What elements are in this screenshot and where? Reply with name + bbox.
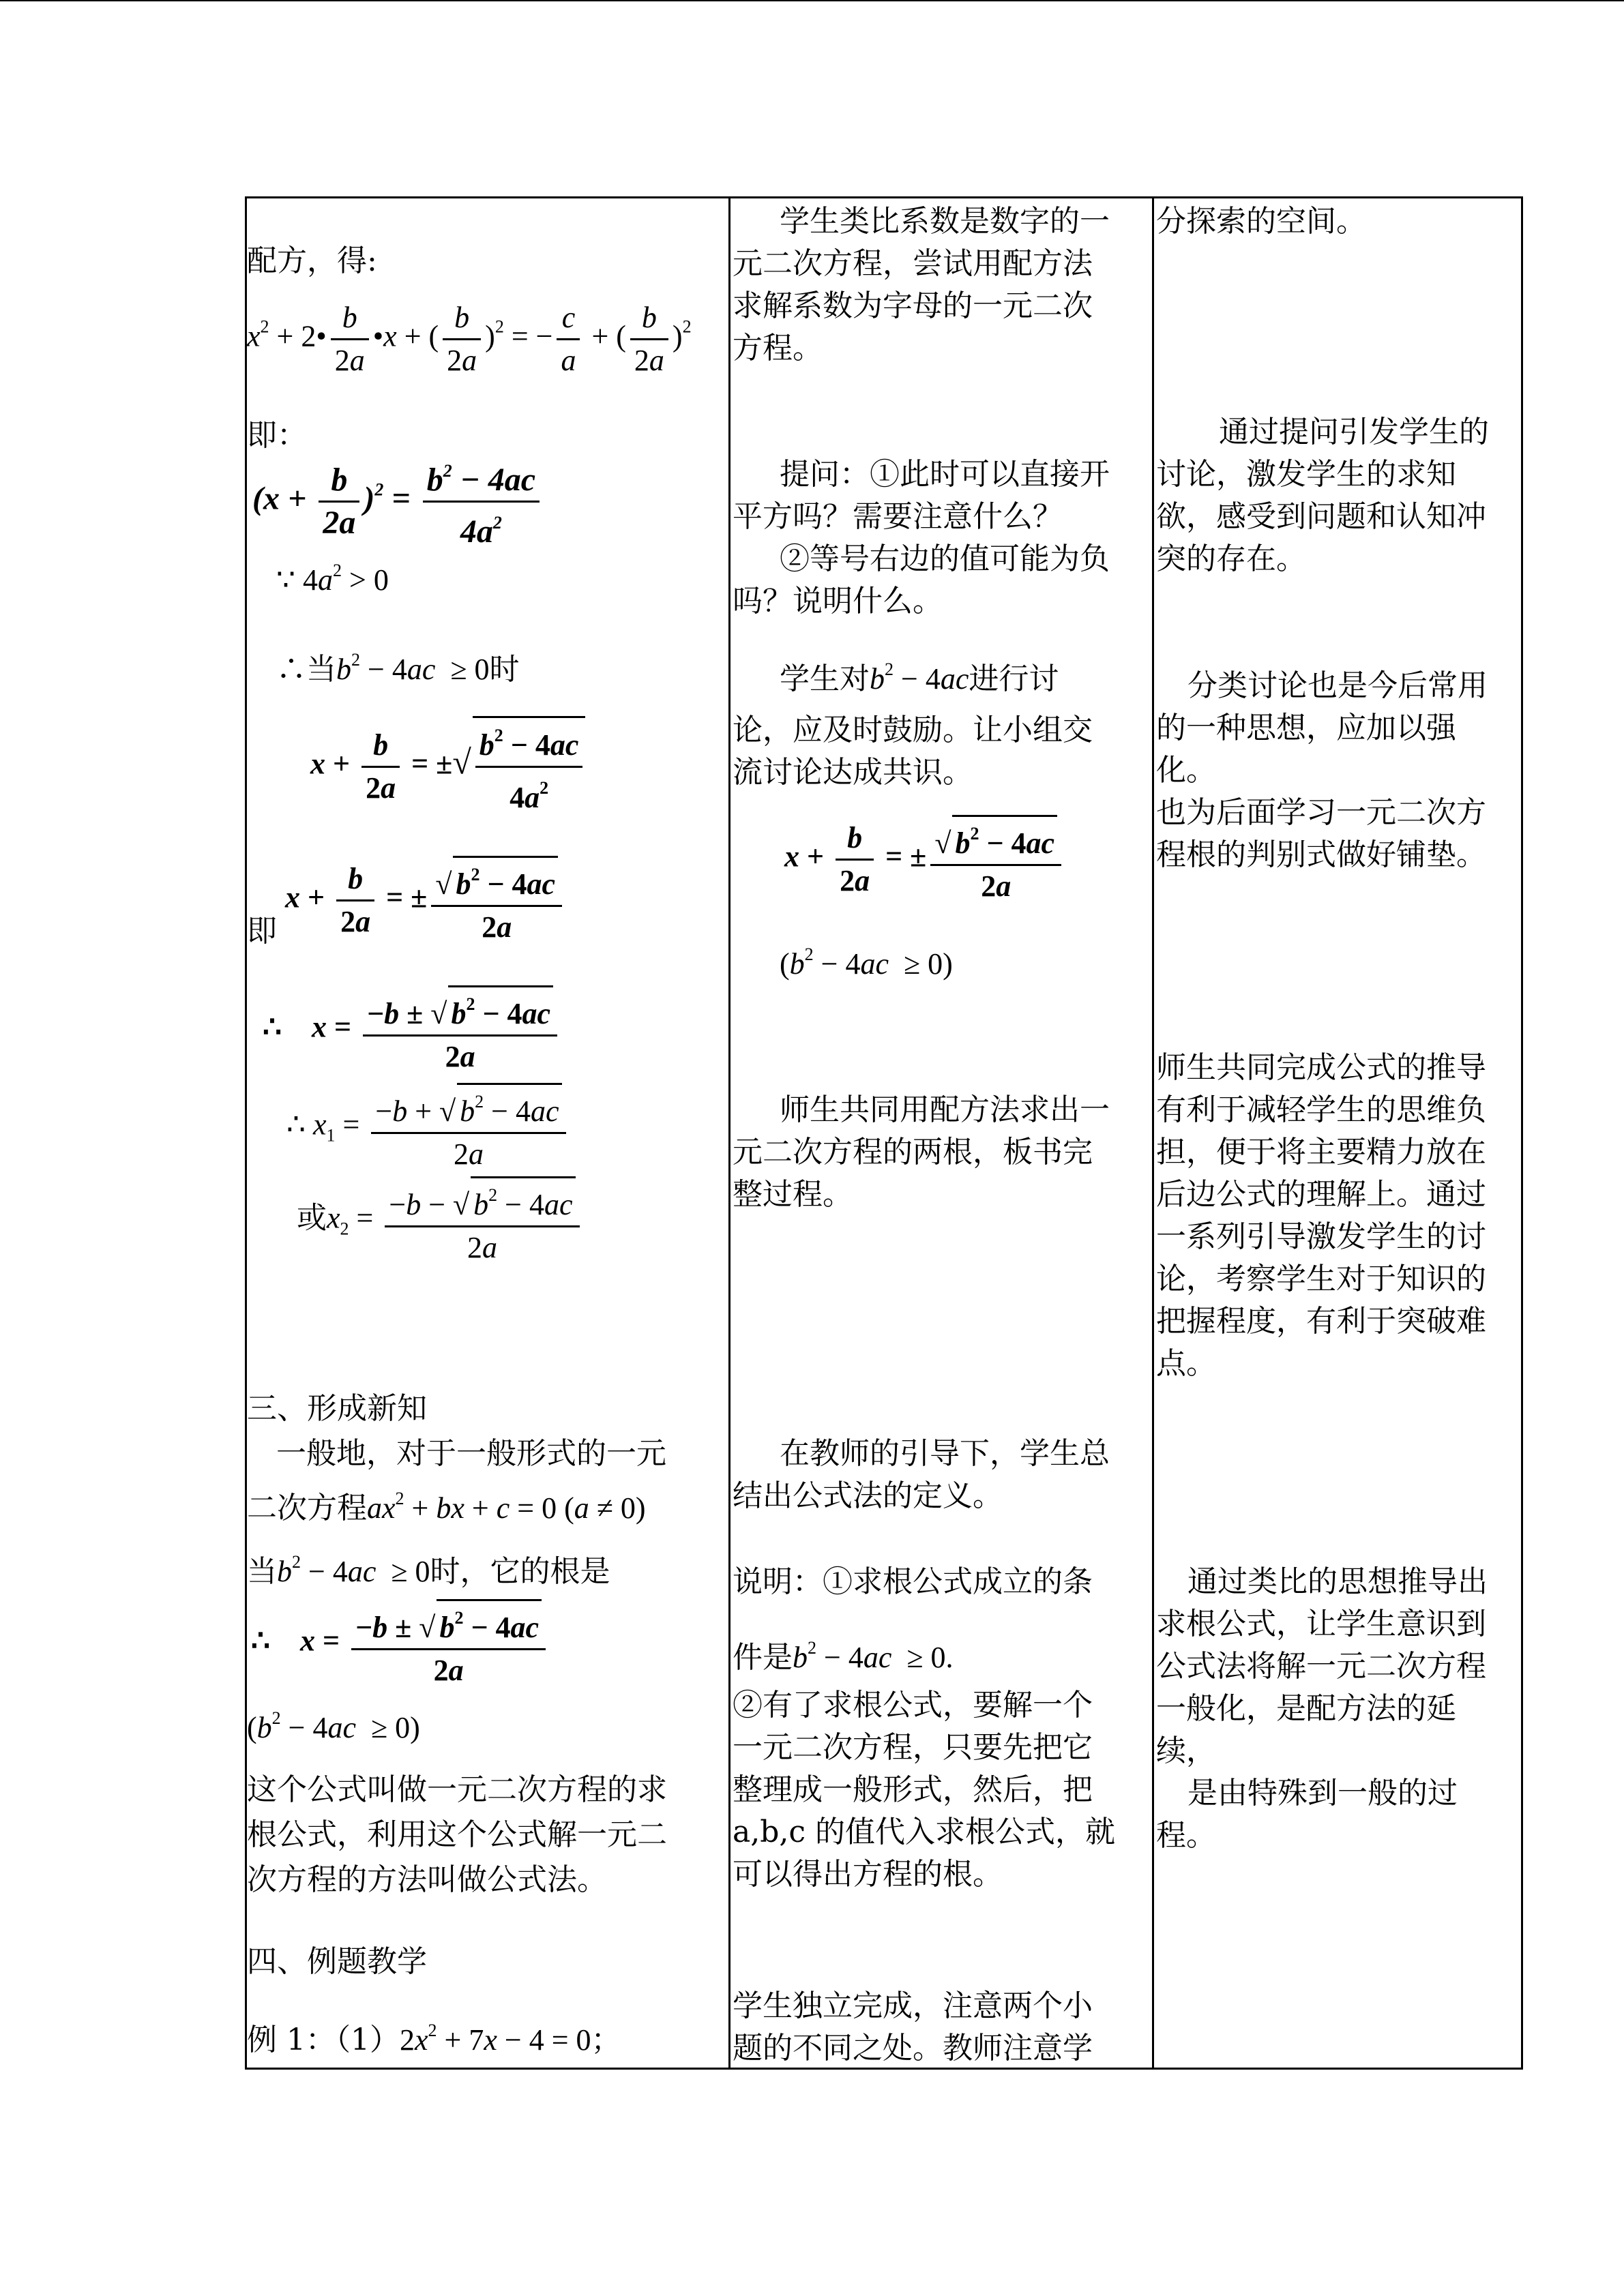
- formula-description-3: 次方程的方法叫做公式法。: [247, 1862, 607, 1897]
- activity-p7-line-2: 题的不同之处。教师注意学: [733, 2031, 1093, 2066]
- activity-p3-line-1: 学生对$b^2 - 4ac$进行讨: [780, 659, 1059, 696]
- intent-p1: 分探索的空间。: [1156, 204, 1366, 239]
- intent-p5-line-7: 程。: [1156, 1818, 1216, 1853]
- equation-quadratic-formula-1: ∴ x = $\frac{-b \pm √ b^2 - 4ac}{2a}$: [263, 985, 561, 1075]
- intent-p3-line-1: 分类讨论也是今后常用: [1187, 668, 1488, 703]
- when-tail-label: 时，它的根是: [430, 1554, 610, 1589]
- activity-p2-line-4: 吗？说明什么。: [733, 584, 943, 618]
- activity-equation-root: x + $\frac{b}{2a}$ = ± $\frac{√ b^2 - 4ac}{2a}$: [784, 815, 1065, 904]
- intent-p5-line-4: 一般化，是配方法的延: [1156, 1691, 1456, 1726]
- activity-p7-line-1: 学生独立完成，注意两个小: [733, 1988, 1093, 2023]
- intent-p4-line-1: 师生共同完成公式的推导: [1156, 1050, 1486, 1085]
- intent-p5-line-3: 公式法将解一元二次方程: [1156, 1649, 1486, 1684]
- intent-p3-line-4: 也为后面学习一元二次方: [1156, 795, 1486, 830]
- general-form-prefix: 二次方程: [247, 1491, 367, 1525]
- shi-label: 时: [489, 653, 520, 686]
- intent-p5-line-6: 是由特殊到一般的过: [1187, 1776, 1458, 1810]
- activity-p6-prefix: 件是: [733, 1640, 793, 1675]
- equation-quadratic-formula-2: ∴ x = $\frac{-b \pm √ b^2 - 4ac}{2a}$: [251, 1599, 550, 1688]
- section-3-heading: 三、形成新知: [247, 1391, 427, 1426]
- activity-p6-line-4: 一元二次方程，只要先把它: [733, 1730, 1093, 1765]
- activity-p4-line-1: 师生共同用配方法求出一: [780, 1092, 1110, 1127]
- when-label: 当: [247, 1554, 277, 1589]
- activity-p4-line-3: 整过程。: [733, 1177, 853, 1212]
- activity-p1-line-3: 求解系数为字母的一元二次: [733, 288, 1093, 323]
- complete-square-label: 配方，得:: [247, 243, 377, 278]
- ji-label-1: 即：: [247, 418, 307, 453]
- intent-p3-line-5: 程根的判别式做好铺垫。: [1156, 837, 1486, 872]
- intent-p4-line-7: 把握程度，有利于突破难: [1156, 1304, 1486, 1339]
- activity-p3-prefix: 学生对: [780, 661, 870, 696]
- intent-p4-line-6: 论，考察学生对于知识的: [1156, 1262, 1486, 1296]
- activity-p4-line-2: 元二次方程的两根，板书完: [733, 1135, 1093, 1169]
- column-divider-2: [1152, 198, 1154, 2068]
- equation-root-x2: 或$x_2$ = $\frac{-b - √ b^2 - 4ac}{2a}$: [297, 1176, 584, 1266]
- intent-p4-line-3: 担，便于将主要精力放在: [1156, 1135, 1486, 1169]
- activity-p3-line-2: 论，应及时鼓励。让小组交: [733, 713, 1093, 747]
- example-tail: ；: [591, 2023, 621, 2057]
- activity-p6-line-1: 说明：①求根公式成立的条: [733, 1564, 1093, 1599]
- activity-p1-line-4: 方程。: [733, 331, 823, 366]
- activity-p2-line-1: 提问：①此时可以直接开: [780, 457, 1110, 492]
- intent-p4-line-2: 有利于减轻学生的思维负: [1156, 1092, 1486, 1127]
- therefore-symbol-2: ∴: [286, 1107, 306, 1142]
- example-1: 例 1：$(1)2x^2 + 7x - 4 = 0$；: [247, 2021, 621, 2057]
- roots-condition-line: 当$b^2 - 4ac \ge 0$时，它的根是: [247, 1552, 610, 1589]
- therefore-when-label: ∴当: [276, 653, 336, 686]
- activity-p6-line-3: ②有了求根公式，要解一个: [733, 1688, 1093, 1723]
- section-4-heading: 四、例题教学: [247, 1944, 427, 1979]
- page-top-border: [0, 0, 1624, 1]
- column-divider-1: [728, 198, 730, 2068]
- activity-p5-line-2: 结出公式法的定义。: [733, 1478, 1003, 1513]
- intent-p3-line-3: 化。: [1156, 753, 1216, 788]
- ji-label-2: 即: [247, 914, 277, 949]
- discriminant-condition-1: $(b^2 - 4ac \ge 0)$: [247, 1708, 420, 1744]
- intent-p4-line-4: 后边公式的理解上。通过: [1156, 1177, 1486, 1212]
- activity-p1-line-2: 元二次方程，尝试用配方法: [733, 246, 1093, 281]
- equation-simplified-root: x + $\frac{b}{2a}$ = ± $\frac{√ b^2 - 4ac}{2a}$: [285, 856, 566, 945]
- activity-p6-line-6: a,b,c 的值代入求根公式，就: [733, 1815, 1115, 1849]
- activity-p2-line-3: ②等号右边的值可能为负: [780, 541, 1110, 576]
- activity-p3-suffix: 进行讨: [969, 661, 1059, 696]
- condition-4a2-positive: ∵ $4a^2 > 0$: [276, 561, 389, 597]
- intent-p4-line-5: 一系列引导激发学生的讨: [1156, 1219, 1486, 1254]
- intent-p4-line-8: 点。: [1156, 1346, 1216, 1381]
- intent-p5-line-2: 求根公式，让学生意识到: [1156, 1607, 1486, 1641]
- equation-sqrt-fraction: x + $\frac{b}{2a}$ = ±√ $\frac{b^2 - 4ac}{4a^2}$: [310, 716, 585, 816]
- activity-p6-line-7: 可以得出方程的根。: [733, 1857, 1003, 1892]
- discriminant-condition-2: $(b^2 - 4ac \ge 0)$: [780, 944, 953, 981]
- activity-p1-line-1: 学生类比系数是数字的一: [780, 204, 1110, 239]
- therefore-symbol-3: ∴: [251, 1624, 270, 1658]
- formula-description-2: 根公式，利用这个公式解一元二: [247, 1817, 667, 1852]
- equation-root-x1: ∴ $x_1$ = $\frac{-b + √ b^2 - 4ac}{2a}$: [286, 1083, 570, 1172]
- or-label: 或: [297, 1201, 327, 1235]
- intent-p5-line-1: 通过类比的思想推导出: [1187, 1564, 1488, 1599]
- example-label: 例 1：（1）: [247, 2023, 400, 2057]
- intent-p5-line-5: 续，: [1156, 1733, 1216, 1768]
- activity-p6-line-2: 件是$b^2 - 4ac \ge 0$.: [733, 1638, 954, 1675]
- activity-p5-line-1: 在教师的引导下，学生总: [780, 1436, 1110, 1471]
- equation-complete-square: $x^2$ + 2• $\frac{b}{2a}$ •x + ( $\frac{b}{2a}$ )$^2$ = − $\frac{c}{a}$ + ( $\frac{b}{2a}$ )$^2$: [247, 301, 692, 377]
- intent-p2-line-2: 讨论，激发学生的求知: [1156, 457, 1456, 492]
- intent-p2-line-4: 突的存在。: [1156, 541, 1306, 576]
- activity-p3-line-3: 流讨论达成共识。: [733, 755, 973, 790]
- therefore-symbol-1: ∴: [263, 1010, 282, 1044]
- intent-p3-line-2: 的一种思想，应加以强: [1156, 711, 1456, 745]
- condition-discriminant: ∴当$b^2 - 4ac \ge 0$时: [276, 650, 520, 686]
- equation-squared-form: (x + $\frac{b}{2a}$ )$^2$ = $\frac{b^2 - 4ac}{4a^2}$: [252, 453, 544, 550]
- formula-description-1: 这个公式叫做一元二次方程的求: [247, 1772, 667, 1807]
- activity-p2-line-2: 平方吗？需要注意什么？: [733, 499, 1063, 534]
- general-form-line-2: 二次方程$ax^2$ + bx + c = 0 (a ≠ 0): [247, 1489, 646, 1525]
- general-form-line-1: 一般地，对于一般形式的一元: [276, 1436, 666, 1471]
- intent-p2-line-1: 通过提问引发学生的: [1219, 415, 1489, 449]
- because-symbol: ∵: [276, 563, 295, 597]
- intent-p2-line-3: 欲，感受到问题和认知冲: [1156, 499, 1486, 534]
- activity-p6-line-5: 整理成一般形式，然后，把: [733, 1772, 1093, 1807]
